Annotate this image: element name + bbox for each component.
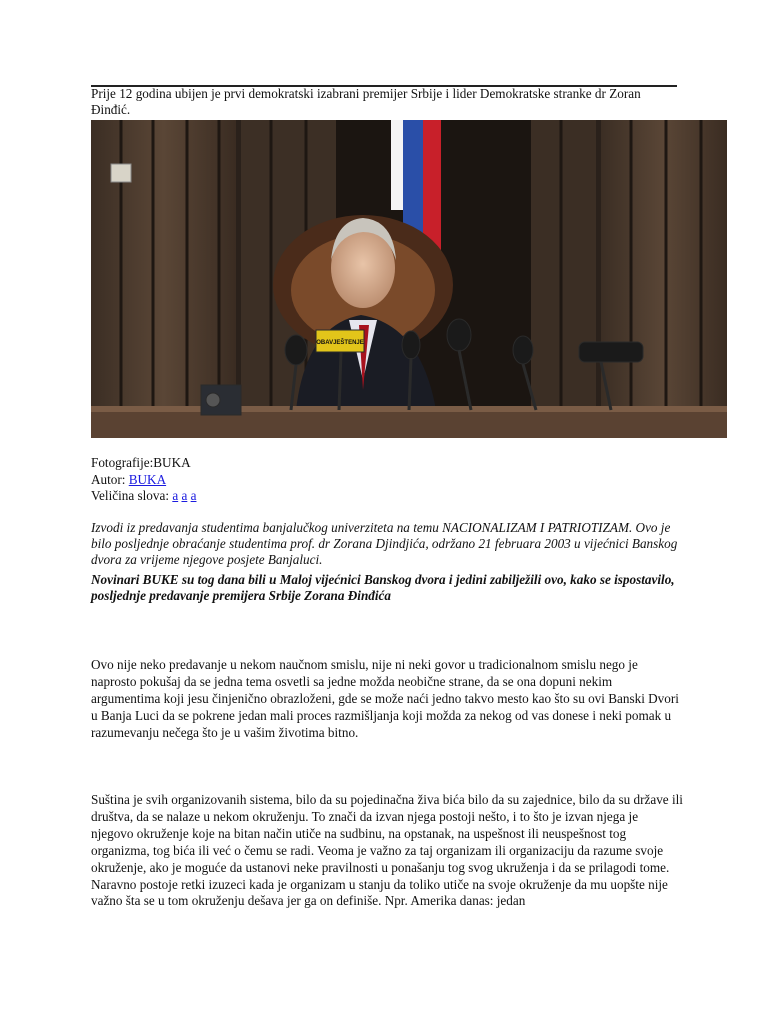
- photo-value: BUKA: [153, 455, 191, 470]
- photo-label: Fotografije:: [91, 455, 154, 470]
- font-size-label: Veličina slova:: [91, 488, 170, 503]
- article-meta: [91, 455, 691, 505]
- author-link[interactable]: BUKA: [128, 471, 167, 487]
- press-conference-photo: [91, 120, 727, 438]
- font-size-small-link[interactable]: a: [172, 488, 179, 503]
- microphone-brand-text: OBAVJEŠTENJE: [316, 340, 364, 346]
- body-paragraph-2: Suština je svih organizovanih sistema, bilo da su pojedinačna živa bića bilo da su zajednice, bilo da su države ili društva, da se nalaze u nekom okruženju. To znači da izvan njega postoji nešto, i to što je izvan njega je njegovo okruženje koje na bitan način utiče na sudbinu, na opstanak, na uspešnost ili neuspešnost tog organizma, tog bića ili već o čemu se radi. Veoma je važno za taj organizam ili organizaciju da razume svoje okruženje, ako je moguće da ustanovi neke pravilnosti u ponašanju tog svog ukruženja i da se prilagodi tome. Naravno postoje retki izuzeci kada je organizam u stanju da toliko utiče na svoje okruženje da mu uopšte nije važno šta se u tom okruženju dešava jer ga on definiše. Npr. Amerika danas: jedan: [91, 792, 683, 909]
- font-size-medium-link[interactable]: a: [181, 488, 188, 503]
- author-label: Autor:: [91, 471, 126, 487]
- lead-text: Prije 12 godina ubijen je prvi demokratski izabrani premijer Srbije i lider Demokratske stranke dr Zoran Đinđić.: [91, 86, 641, 117]
- font-size-large-link[interactable]: a: [190, 488, 197, 503]
- intro-bold-text: Novinari BUKE su tog dana bili u Maloj vijećnici Banskog dvora i jedini zabilježili ovo, kako se ispostavilo, posljednje predavanje premijera Srbije Zorana Đinđića: [91, 572, 675, 603]
- body-paragraph-1: Ovo nije neko predavanje u nekom naučnom smislu, nije ni neki govor u tradicionalnom smislu nego je naprosto pokušaj da se jedna tema osvetli sa jedne možda neobične strane, da se ona dopuni nekim argumentima koji jesu činjenično obrazloženi, gde se može naći jedno takvo mesto kao što su ovi Banski Dvori u Banja Luci da se pokrene jedan mali proces razmišljanja koji možda za nekog od vas donese i neki pomak u razumevanju nečega što je u vašim životima bitno.: [91, 657, 679, 740]
- intro-text: Izvodi iz predavanja studentima banjalučkog univerziteta na temu NACIONALIZAM I PATRIOTIZAM. Ovo je bilo posljednje obraćanje studentima prof. dr Zorana Djindjića, održano 21 februara 2003 u vijećnici Banskog dvora za vrijeme njegove posjete Banjaluci.: [91, 520, 678, 567]
